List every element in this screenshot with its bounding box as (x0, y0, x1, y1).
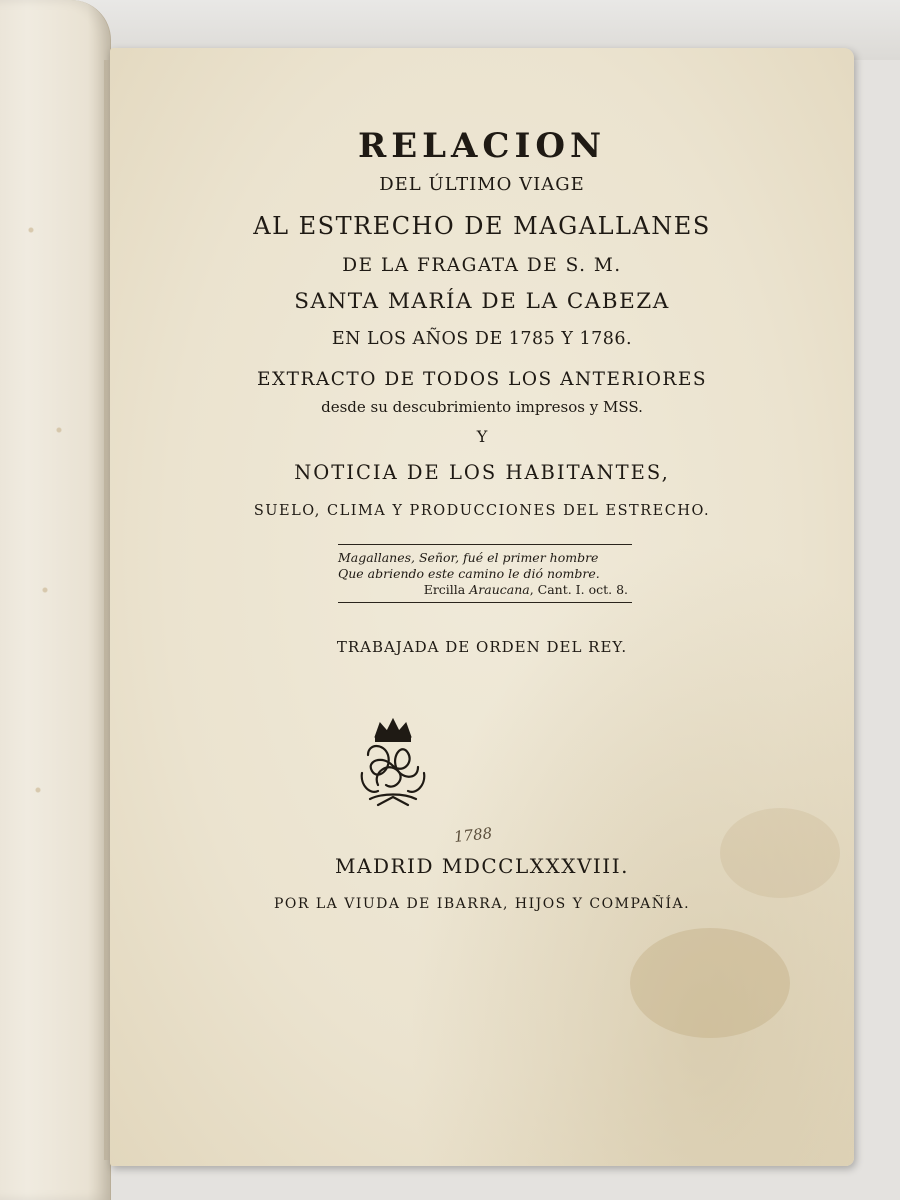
title-line-4: DE LA FRAGATA DE S. M. (342, 255, 622, 276)
handwritten-date-note: 1788 (453, 824, 494, 846)
epigraph-line-1: Magallanes, Señor, fué el primer hombre (338, 550, 599, 565)
paper-stain (630, 928, 790, 1038)
epigraph-line-2: Que abriendo este camino le dió nombre. (338, 566, 600, 581)
title-line-10: NOTICIA DE LOS HABITANTES, (294, 461, 670, 484)
epigraph-bottom-rule (338, 602, 632, 603)
title-page (110, 48, 854, 1166)
crowned-monogram-emblem-icon (348, 715, 438, 815)
title-line-2: DEL ÚLTIMO VIAGE (379, 174, 585, 195)
title-line-11: SUELO, CLIMA Y PRODUCCIONES DEL ESTRECHO. (253, 503, 711, 519)
foxing-spots (10, 150, 80, 950)
epigraph-attribution (338, 582, 632, 598)
facing-page (0, 0, 111, 1200)
commission-line: TRABAJADA DE ORDEN DEL REY. (336, 638, 628, 656)
title-line-9: Y (476, 427, 488, 446)
document-title: RELACION (357, 126, 607, 166)
attribution-work: Araucana (469, 582, 530, 597)
title-line-7: EXTRACTO DE TODOS LOS ANTERIORES (256, 369, 708, 390)
title-line-5: SANTA MARÍA DE LA CABEZA (294, 289, 670, 314)
attribution-author: Ercilla (423, 582, 470, 597)
title-line-6: EN LOS AÑOS DE 1785 Y 1786. (331, 329, 633, 349)
epigraph-top-rule (338, 544, 632, 545)
attribution-reference: , Cant. I. oct. 8. (529, 582, 628, 597)
paper-stain (720, 808, 840, 898)
imprint-place-date: MADRID MDCCLXXXVIII. (335, 854, 629, 878)
imprint-printer: POR LA VIUDA DE IBARRA, HIJOS Y COMPAÑÍA. (273, 896, 691, 912)
title-line-3: AL ESTRECHO DE MAGALLANES (253, 212, 711, 240)
epigraph (338, 544, 632, 603)
title-line-8: desde su descubrimiento impresos y MSS. (321, 398, 643, 416)
